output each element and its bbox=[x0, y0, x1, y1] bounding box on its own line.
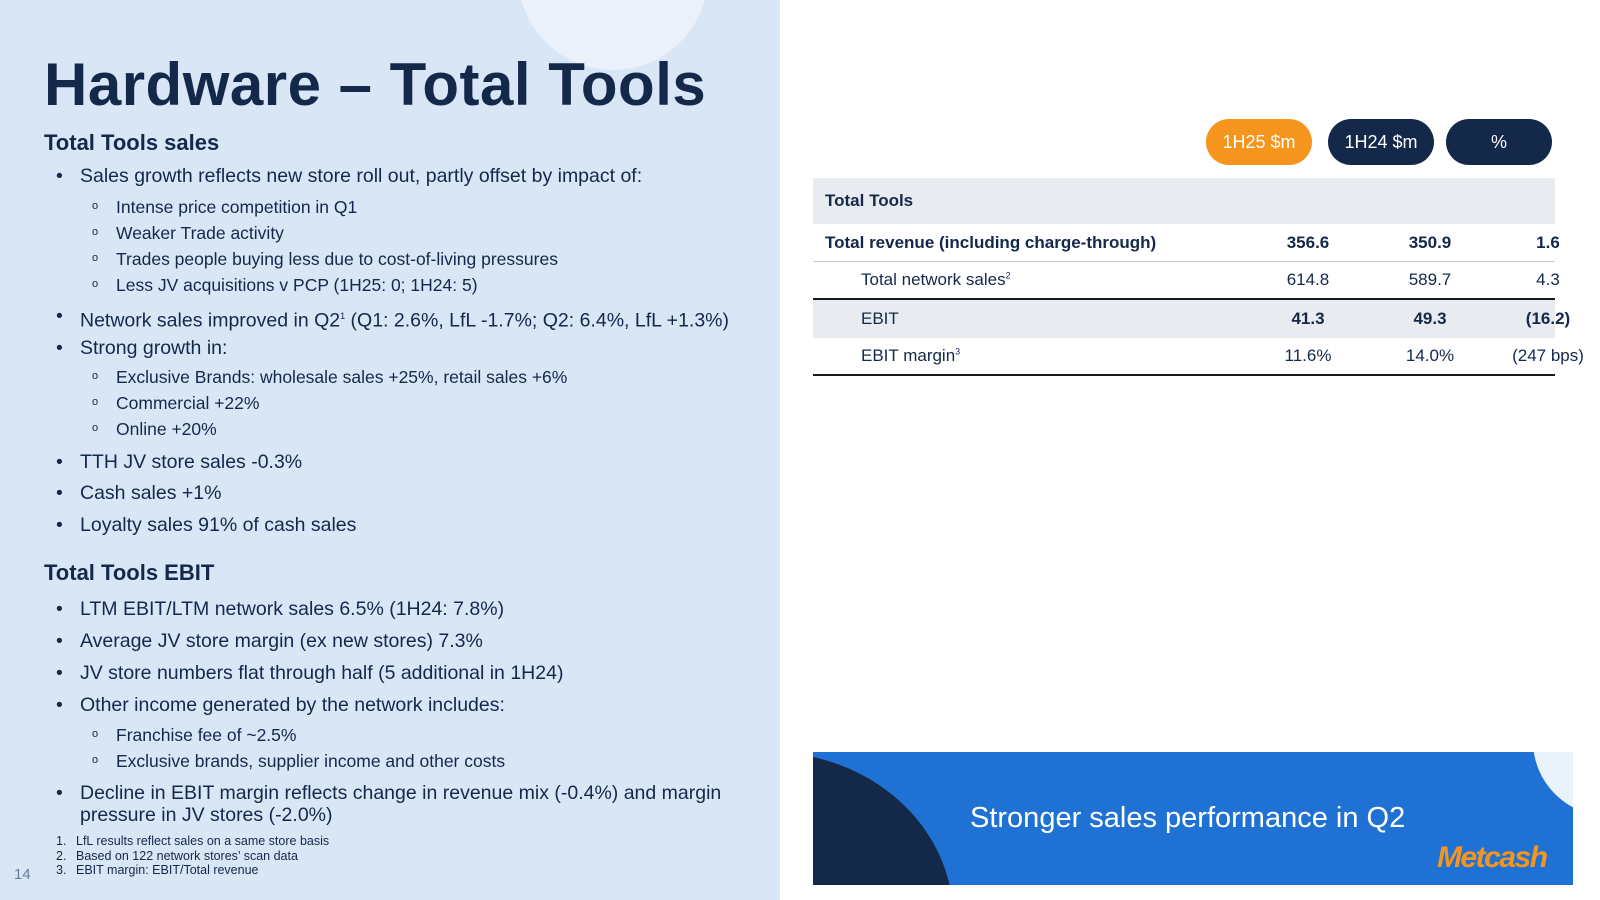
page-number: 14 bbox=[14, 866, 31, 883]
bullet-sales-growth: • Sales growth reflects new store roll out, partly offset by impact of: bbox=[80, 165, 642, 187]
callout-banner bbox=[813, 752, 1573, 885]
bullet-other-income: • Other income generated by the network includes: bbox=[80, 694, 505, 716]
bullet-strong-growth: • Strong growth in: bbox=[80, 337, 227, 359]
section-label: Total Tools bbox=[825, 191, 914, 210]
sales-heading: Total Tools sales bbox=[44, 130, 220, 155]
banner-light-shape bbox=[1533, 752, 1573, 816]
left-panel bbox=[0, 0, 780, 900]
value-1h25: 614.8 bbox=[1286, 270, 1330, 289]
banner-dark-shape bbox=[813, 752, 953, 885]
footnotes bbox=[56, 834, 329, 878]
bullet-network-sales bbox=[80, 305, 729, 332]
sub-bullet-exclusive-brands-income: o Exclusive brands, supplier income and other costs bbox=[116, 751, 505, 772]
value-percent: (16.2) bbox=[1525, 309, 1571, 328]
sub-bullet-jv-acquisitions: o Less JV acquisitions v PCP (1H25: 0; 1H24: 5) bbox=[116, 275, 478, 296]
value-percent: 1.6 bbox=[1536, 232, 1560, 252]
network-sales-detail: (Q1: 2.6%, LfL -1.7%; Q2: 6.4%, LfL +1.3%) bbox=[345, 309, 730, 332]
table-row bbox=[813, 300, 1571, 338]
sub-bullet-commercial: o Commercial +22% bbox=[116, 393, 259, 414]
footnote-2: 2. Based on 122 network stores’ scan data bbox=[56, 848, 298, 863]
bullet-ebit-decline: • Decline in EBIT margin reflects change in revenue mix (-0.4%) and margin pressure in JV stores (-2.0%) bbox=[80, 782, 740, 826]
value-percent: 4.3 bbox=[1536, 270, 1560, 289]
row-label: EBIT bbox=[861, 309, 899, 328]
metcash-logo: Metcash bbox=[1437, 841, 1547, 874]
column-header-1h24: 1H24 $m bbox=[1328, 119, 1434, 165]
value-1h24: 350.9 bbox=[1408, 232, 1452, 252]
bullet-loyalty-sales: • Loyalty sales 91% of cash sales bbox=[80, 514, 356, 536]
bullet-cash-sales: • Cash sales +1% bbox=[80, 482, 221, 504]
value-1h24: 589.7 bbox=[1408, 270, 1452, 289]
sub-bullet-trade-activity: o Weaker Trade activity bbox=[116, 223, 284, 244]
financial-table bbox=[813, 178, 1584, 376]
table-section-header bbox=[813, 178, 1555, 224]
footnote-1: 1. LfL results reflect sales on a same store basis bbox=[56, 834, 330, 848]
column-header-1h25: 1H25 $m bbox=[1206, 119, 1312, 165]
footnote-ref-3: 3 bbox=[955, 346, 961, 357]
column-header-percent: % bbox=[1446, 119, 1552, 165]
sub-bullet-cost-of-living: o Trades people buying less due to cost-of-living pressures bbox=[116, 249, 558, 270]
value-1h25: 11.6% bbox=[1284, 346, 1332, 365]
bullet-jv-margin: • Average JV store margin (ex new stores) 7.3% bbox=[80, 630, 483, 652]
footnote-ref-2: 2 bbox=[1005, 270, 1011, 281]
table-row bbox=[813, 224, 1560, 262]
page-title: Hardware – Total Tools bbox=[44, 51, 707, 118]
table-row bbox=[813, 262, 1560, 300]
row-label: EBIT margin$^3$ bbox=[861, 346, 961, 365]
network-sales-text: Network sales improved in Q2 bbox=[80, 309, 341, 332]
value-1h25: 356.6 bbox=[1286, 232, 1330, 252]
sub-bullet-franchise-fee: o Franchise fee of ~2.5% bbox=[116, 725, 296, 746]
footnote-3: 3. EBIT margin: EBIT/Total revenue bbox=[56, 863, 259, 877]
value-1h25: 41.3 bbox=[1291, 309, 1325, 328]
bullet-jv-store-numbers: • JV store numbers flat through half (5 additional in 1H24) bbox=[80, 662, 563, 684]
ebit-heading: Total Tools EBIT bbox=[44, 560, 215, 585]
sub-bullet-online: o Online +20% bbox=[116, 419, 217, 440]
table-row bbox=[813, 338, 1584, 376]
bullet-ltm-ebit: • LTM EBIT/LTM network sales 6.5% (1H24: 7.8%) bbox=[80, 598, 504, 620]
value-1h24: 49.3 bbox=[1413, 309, 1447, 328]
bullet-tth-jv: • TTH JV store sales -0.3% bbox=[80, 451, 302, 473]
row-label: Total network sales$^2$ bbox=[861, 270, 1011, 289]
banner-message: Stronger sales performance in Q2 bbox=[970, 802, 1406, 834]
value-1h24: 14.0% bbox=[1405, 346, 1455, 365]
value-percent: (247 bps) bbox=[1512, 346, 1584, 365]
footnote-ref-1: 1 bbox=[340, 311, 346, 321]
sub-bullet-exclusive-brands: o Exclusive Brands: wholesale sales +25%, retail sales +6% bbox=[116, 367, 567, 388]
row-label: Total revenue (including charge-through) bbox=[825, 232, 1157, 252]
sub-bullet-price-competition: o Intense price competition in Q1 bbox=[116, 197, 357, 218]
